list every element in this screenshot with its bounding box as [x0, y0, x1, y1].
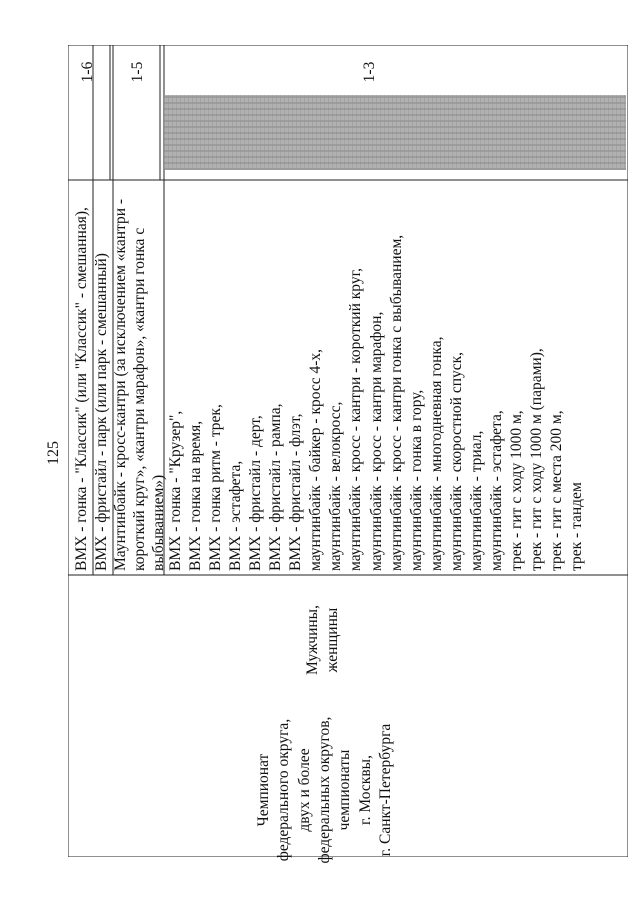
discipline-item: маунтинбайк - эстафета, — [487, 410, 505, 571]
discipline-item: короткий круг», «кантри марафон», «кантри гонка с — [131, 227, 148, 571]
discipline-item: ВМХ - гонка на время, — [187, 420, 205, 571]
discipline-item: маунтинбайк - триал, — [467, 430, 485, 571]
discipline-item: трек - гит с ходу 1000 м (парами), — [527, 348, 545, 571]
range-label: 1-6 — [79, 61, 96, 83]
competition-line: г. Санкт-Петербурга — [376, 723, 394, 857]
discipline-item: маунтинбайк - скоростной спуск, — [447, 351, 465, 571]
discipline-item: ВМХ - фристайл - флэт, — [287, 413, 305, 571]
discipline-item: маунтинбайк - кросс - кантри гонка с выбыванием, — [387, 234, 405, 571]
discipline-item: маунтинбайк - гонка в гору, — [407, 389, 425, 571]
competition-line: федеральных округов, — [315, 716, 333, 864]
competition-line: двух и более — [295, 748, 313, 832]
discipline-item: трек - гит с ходу 1000 м, — [507, 410, 525, 571]
discipline-item: маунтинбайк - велокросс, — [327, 401, 345, 571]
table — [68, 45, 628, 864]
discipline-item: трек - тандем — [568, 482, 585, 571]
competition-line: федерального округа, — [275, 718, 293, 862]
discipline-item: ВМХ - фристайл - парк (или парк - смешанный) — [93, 253, 110, 571]
gender-line: женщины — [324, 607, 341, 673]
discipline-item: маунтинбайк - многодневная гонка, — [427, 336, 445, 571]
discipline-item: ВМХ - эстафета, — [227, 460, 245, 571]
discipline-item: ВМХ - гонка - "Крузер", — [167, 410, 184, 571]
discipline-item: выбыванием») — [150, 474, 167, 571]
discipline-item: маунтинбайк - кросс - кантри марафон, — [367, 311, 385, 571]
scan-artifact — [164, 95, 626, 170]
range-label: 1-5 — [129, 61, 146, 83]
competition-line: Чемпионат — [255, 753, 272, 827]
discipline-item: трек - гит с места 200 м, — [547, 410, 565, 571]
page-number: 125 — [45, 441, 62, 465]
competition-line: г. Москвы, — [356, 755, 374, 825]
gender-line: Мужчины, — [304, 605, 321, 675]
competition-line: чемпионаты — [336, 749, 354, 831]
range-label: 1-3 — [361, 61, 378, 83]
discipline-item: ВМХ - фристайл - дерт, — [247, 415, 265, 571]
discipline-item: ВМХ - фристайл - рампа, — [267, 403, 285, 571]
discipline-item: ВМХ - гонка ритм - трек, — [207, 404, 225, 571]
discipline-item: маунтинбайк - кросс - кантри - короткий круг, — [347, 267, 365, 571]
discipline-item: маунтинбайк - байкер - кросс 4-х, — [307, 348, 325, 571]
discipline-item: ВМХ - гонка - "Классик" (или "Классик" - смешанная), — [73, 207, 90, 571]
discipline-item: Маунтинбайк - кросс-кантри (за исключением «кантри - — [112, 198, 129, 571]
